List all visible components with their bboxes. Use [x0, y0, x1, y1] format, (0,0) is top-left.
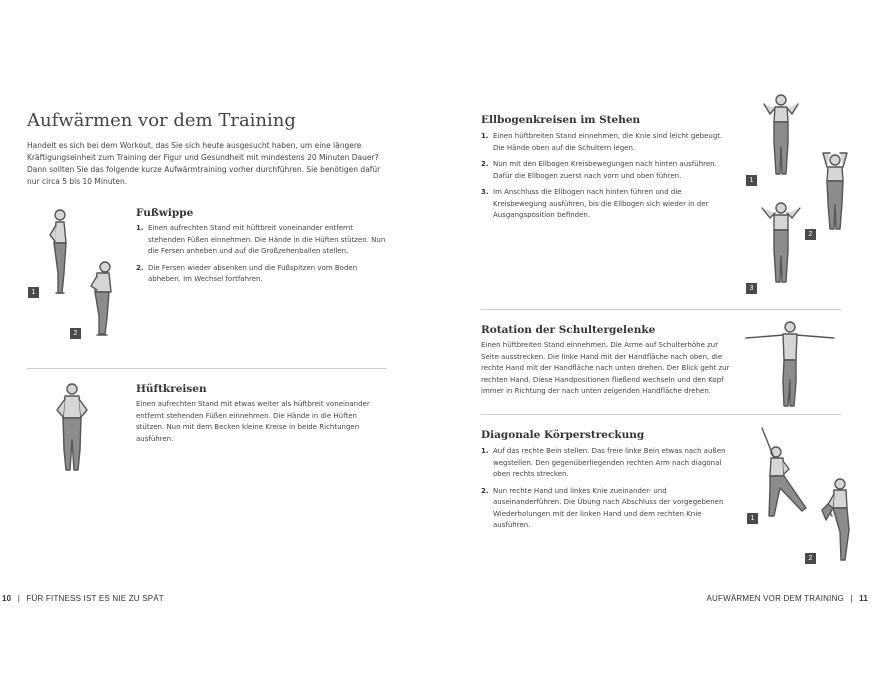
ellbogen-badge-2: 2 [805, 229, 816, 240]
fusswippe-badge-1: 1 [28, 287, 39, 298]
fusswippe-title: Fußwippe [136, 207, 194, 219]
diagonale-section [481, 429, 736, 537]
footer-separator: | [17, 594, 21, 603]
fusswippe-figure-1 [36, 205, 81, 300]
hueftkreisen-title: Hüftkreisen [136, 383, 207, 395]
step-text: Einen hüftbreiten Stand einnehmen, die Knie sind leicht gebeugt. Die Hände oben auf die Schultern legen. [493, 132, 723, 152]
ellbogen-step-2 [481, 159, 731, 182]
ellbogen-title: Ellbogenkreisen im Stehen [481, 114, 641, 126]
schulter-text: Einen hüftbreiten Stand einnehmen. Die Arme auf Schulterhöhe zur Seite ausstrecken. Die linke Hand mit der Handfläche nach oben, die rechte Hand mit der Handfläche nach unten drehen. Der Blick geht zur rechten Hand. Diese Handpositionen fließend wechseln und den Kopf immer in Richtung der nach unten zeigenden Handfläche drehen. [481, 341, 730, 395]
step-number: 2. [481, 160, 489, 168]
right-running-title: AUFWÄRMEN VOR DEM TRAINING [706, 594, 844, 603]
fusswippe-step-1 [136, 223, 391, 258]
step-number: 2. [136, 263, 144, 272]
step-text: Im Anschluss die Ellbogen nach hinten führen und die Kreisbewegung ausführen, bis die Ellbogen sich wieder in der Ausgangsposition befinden. [493, 188, 709, 219]
ellbogen-figure-1 [760, 92, 802, 182]
left-page-number: 10 [2, 594, 12, 603]
intro-paragraph: Handelt es sich bei dem Workout, das Sie sich heute ausgesucht haben, um eine längere Kräftigungseinheit zum Training der Figur und Gesundheit mit mindestens 20 Minuten Dauer? Dann sollten Sie das folgende kurze Aufwärmtraining vorher durchführen. Sie benötigen dafür nur circa 5 bis 10 Minuten. [27, 141, 381, 186]
schulter-figure [744, 318, 836, 410]
diagonale-steps [481, 446, 736, 532]
section-divider [27, 368, 387, 369]
fusswippe-section [136, 207, 391, 291]
step-text: Die Fersen wieder absenken und die Fußspitzen vom Boden abheben. Im Wechsel fortfahren. [148, 263, 358, 283]
ellbogen-step-1 [481, 131, 731, 154]
hueftkreisen-section [136, 383, 386, 445]
ellbogen-badge-1: 1 [746, 175, 757, 186]
step-text: Auf das rechte Bein stellen. Das freie linke Bein etwas nach außen wegstellen. Den gegenüberliegenden rechten Arm nach diagonal oben rechts strecken. [493, 447, 726, 478]
diagonale-badge-1: 1 [747, 513, 758, 524]
ellbogen-figure-3 [760, 198, 802, 288]
ellbogen-section [481, 114, 731, 227]
hueftkreisen-text: Einen aufrechten Stand mit etwas weiter als hüftbreit voneinander entfernt stehenden Füßen einnehmen. Die Hände in die Hüften stützen. Nun mit dem Becken kleine Kreise in beide Richtungen ausführen. [136, 400, 370, 443]
left-running-title: FÜR FITNESS IST ES NIE ZU SPÄT [26, 594, 164, 603]
step-number: 1. [481, 447, 489, 455]
step-number: 1. [481, 132, 489, 140]
footer-separator: | [850, 594, 853, 603]
schulter-section [481, 324, 733, 398]
step-text: Nun mit den Ellbogen Kreisbewegungen nach hinten ausführen. Dafür die Ellbogen zuerst nach vorn und oben führen. [493, 160, 717, 180]
section-divider [481, 414, 841, 415]
ellbogen-badge-3: 3 [746, 283, 757, 294]
step-text: Nun rechte Hand und linkes Knie zueinander- und auseinanderführen. Die Übung nach Abschluss der vorgegebenen Wiederholungen mit der linken Hand und dem rechten Knie ausführen. [493, 486, 724, 529]
diagonale-figure-1 [756, 424, 812, 520]
ellbogen-figure-2 [815, 147, 855, 235]
step-text: Einen aufrechten Stand mit hüftbreit voneinander entfernt stehenden Füßen einnehmen. Die Hände in die Hüften stützen. Nun die Fersen anheben und auf die Großzehenballen stellen. [148, 224, 386, 255]
step-number: 3. [481, 188, 489, 196]
diagonale-step-1 [481, 446, 736, 481]
step-number: 1. [136, 224, 144, 232]
step-number: 2. [481, 486, 489, 495]
ellbogen-steps [481, 131, 731, 222]
hueftkreisen-figure [50, 380, 95, 475]
diagonale-title: Diagonale Körperstreckung [481, 429, 645, 441]
left-footer [2, 594, 164, 603]
fusswippe-figure-2 [83, 258, 123, 340]
fusswippe-steps [136, 223, 391, 286]
section-divider [481, 309, 841, 310]
schulter-title: Rotation der Schultergelenke [481, 324, 656, 336]
right-page-number: 11 [859, 594, 868, 603]
ellbogen-step-3 [481, 187, 731, 222]
diagonale-figure-2 [818, 474, 858, 564]
diagonale-badge-2: 2 [805, 553, 816, 564]
diagonale-step-2 [481, 486, 736, 532]
right-footer [706, 594, 868, 603]
page-title: Aufwärmen vor dem Training [27, 110, 296, 131]
fusswippe-step-2 [136, 263, 391, 286]
fusswippe-badge-2: 2 [70, 328, 81, 339]
